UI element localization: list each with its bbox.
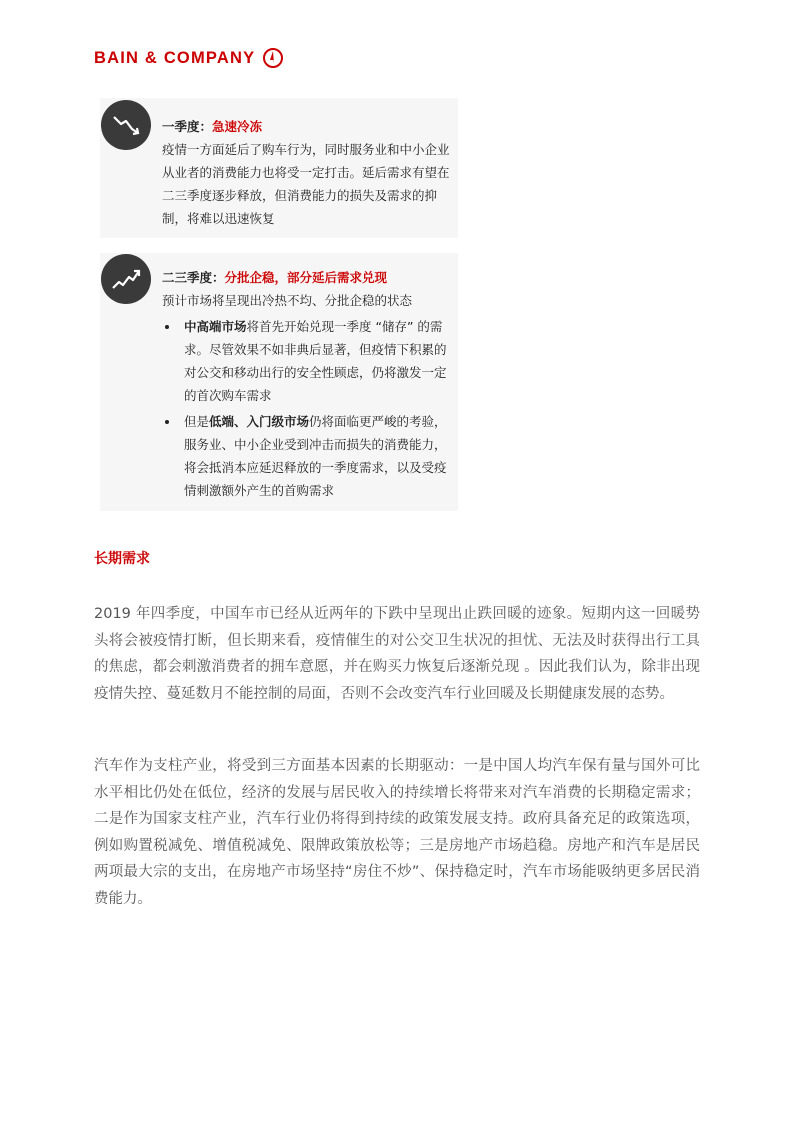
q23-intro: 预计市场将呈现出冷热不均、分批企稳的状态 xyxy=(162,293,413,308)
long-term-paragraph: 汽车作为支柱产业，将受到三方面基本因素的长期驱动：一是中国人均汽车保有量与国外可比水平相比仍处在低位，经济的发展与居民收入的持续增长将带来对汽车消费的长期稳定需求；二是作为国家支柱产业，汽车行业仍将得到持续的政策发展支持。政府具备充足的政策选项，例如购置税减免、增值税减免、限牌政策放松等；三是房地产市场趋稳。房地产和汽车是居民两项最大宗的支出，在房地产市场坚持“房住不炒”、保持稳定时，汽车市场能吸纳更多居民消费能力。 xyxy=(94,758,700,907)
q23-heading xyxy=(162,266,458,289)
bullet-item xyxy=(162,410,458,502)
bullet-rest: 将首先开始兑现一季度 “储存” 的需求。尽管效果不如非典后显著，但疫情下积累的对公交和移动出行的安全性顾虑，仍将激发一定的首次购车需求 xyxy=(184,319,447,403)
uptrend-chart-icon xyxy=(101,254,151,304)
brand-name: BAIN & COMPANY xyxy=(94,48,256,67)
brand-header xyxy=(94,47,284,69)
q1-body: 疫情一方面延后了购车行为，同时服务业和中小企业从业者的消费能力也将受一定打击。延后需求有望在二三季度逐步释放，但消费能力的损失及需求的抑制，将难以迅速恢复 xyxy=(162,142,450,226)
bullet-prefix: 但是 xyxy=(184,414,210,429)
downtrend-chart-icon xyxy=(101,100,151,150)
bain-circle-logo-icon xyxy=(262,47,284,69)
q23-heading-highlight: 分批企稳，部分延后需求兑现 xyxy=(224,270,388,285)
q1-block xyxy=(162,115,458,230)
bullet-rest: 仍将面临更严峻的考验，服务业、中小企业受到冲击而损失的消费能力，将会抵消本应延迟释放的一季度需求，以及受疫情刺激额外产生的首购需求 xyxy=(184,414,447,498)
long-term-paragraph: 2019 年四季度，中国车市已经从近两年的下跌中呈现出止跌回暖的迹象。短期内这一回暖势头将会被疫情打断，但长期来看，疫情催生的对公交卫生状况的担忧、无法及时获得出行工具的焦虑，都会刺激消费者的拥车意愿，并在购买力恢复后逐渐兑现 。因此我们认为，除非出现疫情失控、蔓延数月不能控制的局面，否则不会改变汽车行业回暖及长期健康发展的态势。 xyxy=(94,606,700,702)
q1-heading xyxy=(162,115,458,138)
q1-heading-highlight: 急速冷冻 xyxy=(212,119,263,134)
bullet-item xyxy=(162,315,458,407)
bullet-strong: 中高端市场 xyxy=(184,319,247,334)
long-term-title: 长期需求 xyxy=(94,551,150,567)
bullet-strong: 低端、入门级市场 xyxy=(209,414,310,429)
q23-heading-prefix: 二三季度： xyxy=(162,270,225,285)
q23-bullet-list xyxy=(162,315,458,502)
q23-block xyxy=(162,266,458,502)
q1-heading-prefix: 一季度： xyxy=(162,119,213,134)
